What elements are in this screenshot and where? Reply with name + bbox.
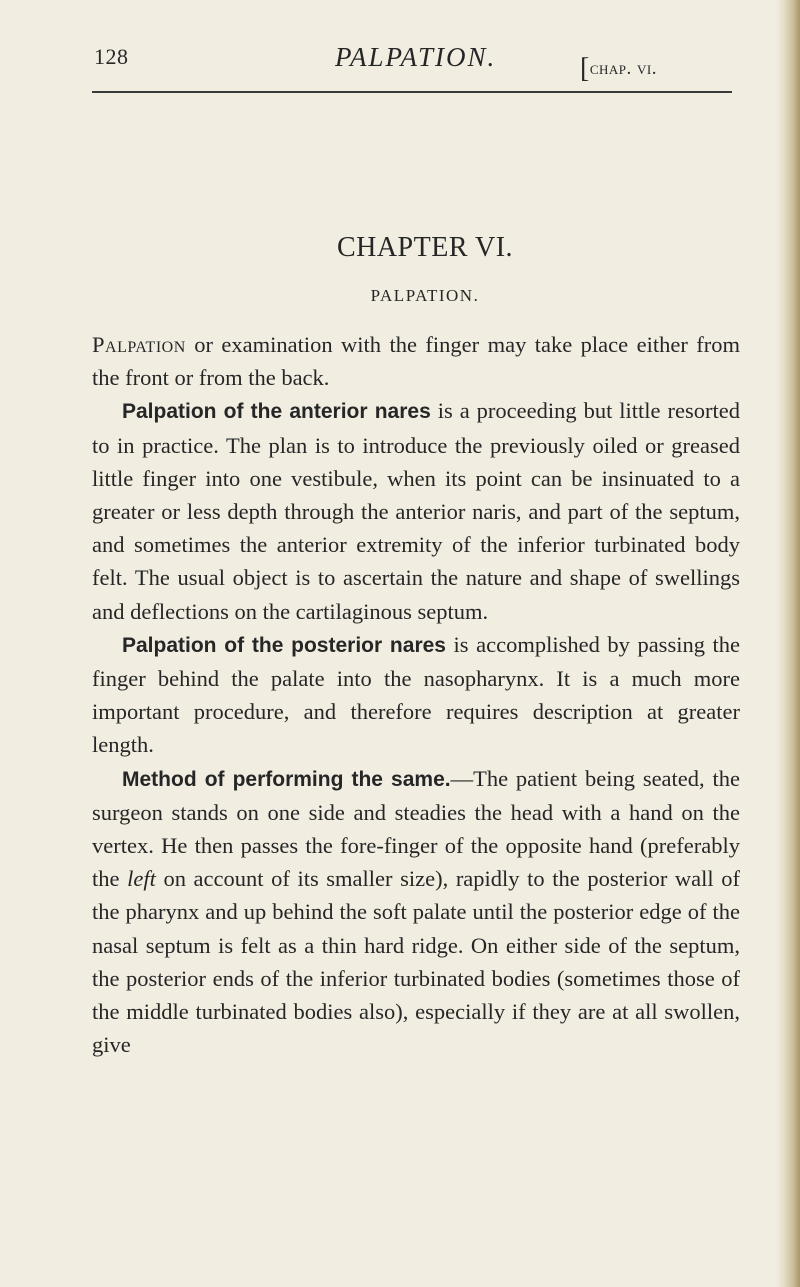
paragraph-lead: Method of performing the same. xyxy=(122,767,451,791)
paragraph-method xyxy=(92,762,740,1062)
section-heading: PALPATION. xyxy=(370,286,480,305)
paragraph-text: —The patient being seated, the surgeon stands on one side and steadies the head with a hand on the vertex. He then passes the fore-finger of the opposite hand (preferably the xyxy=(92,765,740,892)
body-text xyxy=(92,328,740,1061)
chapter-reference-text: chap. vi. xyxy=(589,58,657,79)
page-gutter-shadow xyxy=(776,0,800,1287)
header-rule xyxy=(92,91,732,93)
paragraph-intro xyxy=(92,328,740,394)
paragraph-anterior-nares xyxy=(92,394,740,627)
paragraph-italic-word: left xyxy=(127,866,156,892)
page-number: 128 xyxy=(94,44,129,69)
paragraph-text: on account of its smaller size), rapidly to the posterior wall of the pharynx and up behind the soft palate until the posterior edge of the nasal septum is felt as a thin hard ridge. On either side of the septum, the posterior ends of the inferior turbinated bodies (sometimes those of the middle turbinated bodies also), especially if they are at all swollen, give xyxy=(92,866,740,1058)
chapter-reference-bracket: [ xyxy=(580,53,590,84)
running-title: PALPATION. xyxy=(335,42,497,72)
running-head xyxy=(0,0,800,100)
paragraph-lead: Palpation xyxy=(92,332,186,357)
paragraph-posterior-nares xyxy=(92,628,740,762)
paragraph-text: or examination with the finger may take place either from the front or from the back. xyxy=(92,332,740,391)
chapter-reference xyxy=(580,50,657,82)
paragraph-lead: Palpation of the anterior nares xyxy=(122,400,431,424)
paragraph-text: is a proceeding but little resorted to in practice. The plan is to introduce the previously oiled or greased little finger into one vestibule, when its point can be insinuated to a greater or less depth through the anterior naris, and part of the septum, and sometimes the anterior extremity of the inferior turbinated body felt. The usual object is to ascertain the nature and shape of swellings and deflections on the cartilaginous septum. xyxy=(92,398,740,624)
paragraph-text: is accomplished by passing the finger behind the palate into the nasopharynx. It is a much more important procedure, and therefore requires description at greater length. xyxy=(92,631,740,758)
chapter-heading: CHAPTER VI. xyxy=(336,232,514,263)
paragraph-lead: Palpation of the posterior nares xyxy=(122,633,446,657)
